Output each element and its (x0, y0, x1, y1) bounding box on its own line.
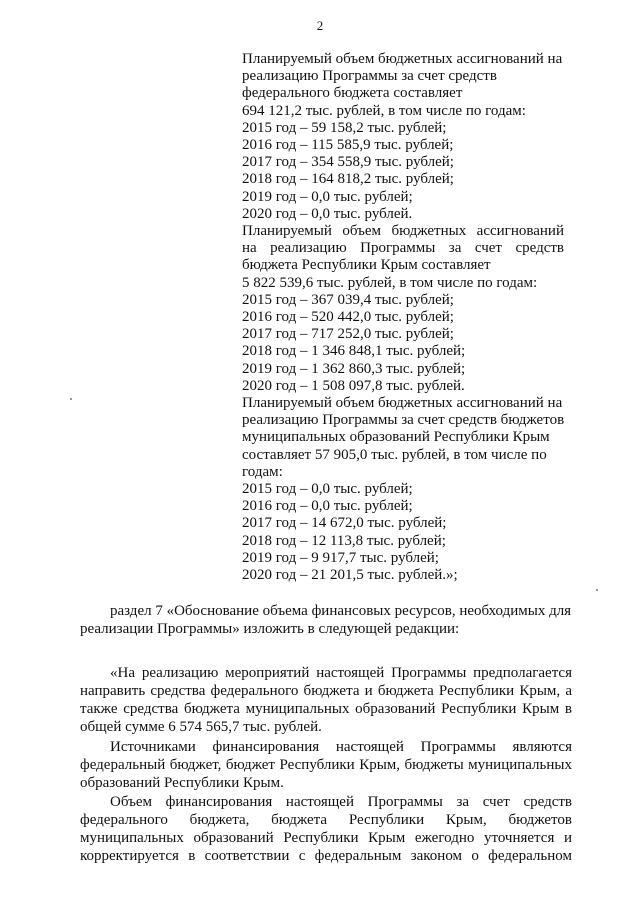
paragraph-line: образований Республики Крым. (80, 775, 284, 791)
passport-line: 5 822 539,6 тыс. рублей, в том числе по годам: (242, 274, 538, 291)
section-7-intro (80, 602, 572, 638)
passport-line: 2016 год – 520 442,0 тыс. рублей; (242, 309, 454, 326)
passport-line: 2017 год – 14 672,0 тыс. рублей; (242, 515, 447, 532)
paragraph-line: Объем финансирования настоящей Программы за счет средств (110, 794, 572, 810)
passport-line: реализацию Программы за счет средств (242, 68, 497, 85)
passport-line: 2019 год – 9 917,7 тыс. рублей; (242, 549, 439, 566)
paragraph-line: федерального бюджета, бюджета Республики Крым, бюджетов (80, 812, 572, 828)
paragraph-line: федеральный бюджет, бюджет Республики Крым, бюджеты муниципальных (80, 757, 572, 773)
paragraph-line: муниципальных образований Республики Крым ежегодно уточняется и (80, 830, 572, 846)
passport-line: 694 121,2 тыс. рублей, в том числе по годам: (242, 102, 526, 119)
passport-line: 2015 год – 367 039,4 тыс. рублей; (242, 291, 454, 308)
passport-line: Планируемый объем бюджетных ассигнований на (242, 51, 563, 67)
paragraph-line: Источниками финансирования настоящей Программы являются (110, 739, 572, 755)
passport-line: 2020 год – 1 508 097,8 тыс. рублей. (242, 377, 465, 394)
passport-line: Планируемый объем бюджетных ассигнований (242, 223, 564, 240)
paragraph-total-funding (80, 664, 572, 736)
scan-speck (596, 589, 598, 591)
passport-line: муниципальных образований Республики Крым (242, 429, 550, 446)
passport-line: 2016 год – 115 585,9 тыс. рублей; (242, 137, 454, 154)
paragraph-line: корректируется в соответствии с федеральным законом о федеральном (80, 848, 572, 864)
intro-line: раздел 7 «Обоснование объема финансовых ресурсов, необходимых для (110, 603, 572, 619)
passport-line: на реализацию Программы за счет средств (242, 240, 564, 257)
passport-line: составляет 57 905,0 тыс. рублей, в том числе по (242, 446, 547, 463)
paragraph-line: направить средства федерального бюджета и бюджета Республики Крым, а (80, 683, 572, 699)
passport-line: 2015 год – 59 158,2 тыс. рублей; (242, 119, 447, 136)
paragraph-line: также средства бюджета муниципальных образований Республики Крым в (80, 701, 572, 717)
scan-speck (70, 398, 72, 400)
page-number: 2 (316, 18, 324, 33)
paragraph-funding-sources (80, 738, 572, 792)
passport-line: реализацию Программы за счет средств бюджетов (242, 412, 565, 429)
passport-line: 2018 год – 12 113,8 тыс. рублей; (242, 532, 446, 549)
intro-line: реализации Программы» изложить в следующей редакции: (80, 621, 460, 637)
paragraph-line: «На реализацию мероприятий настоящей Программы предполагается (110, 665, 572, 681)
passport-line: 2018 год – 164 818,2 тыс. рублей; (242, 171, 454, 188)
passport-line: 2018 год – 1 346 848,1 тыс. рублей; (242, 343, 466, 360)
passport-line: 2020 год – 21 201,5 тыс. рублей.»; (242, 567, 458, 584)
passport-line: Планируемый объем бюджетных ассигнований на (242, 395, 563, 412)
passport-line: 2019 год – 0,0 тыс. рублей; (242, 188, 413, 205)
passport-line: федерального бюджета составляет (242, 85, 463, 102)
passport-line: 2017 год – 354 558,9 тыс. рублей; (242, 154, 454, 171)
passport-line: 2015 год – 0,0 тыс. рублей; (242, 481, 413, 498)
passport-line: 2017 год – 717 252,0 тыс. рублей; (242, 326, 454, 343)
passport-line: 2016 год – 0,0 тыс. рублей; (242, 498, 413, 515)
paragraph-line: общей сумме 6 574 565,7 тыс. рублей. (80, 719, 322, 735)
passport-line: бюджета Республики Крым составляет (242, 257, 491, 274)
passport-line: годам: (242, 463, 283, 480)
passport-line: 2019 год – 1 362 860,3 тыс. рублей; (242, 360, 466, 377)
paragraph-funding-volume (80, 793, 572, 865)
passport-line: 2020 год – 0,0 тыс. рублей. (242, 205, 413, 222)
funding-passport-block (242, 51, 564, 584)
